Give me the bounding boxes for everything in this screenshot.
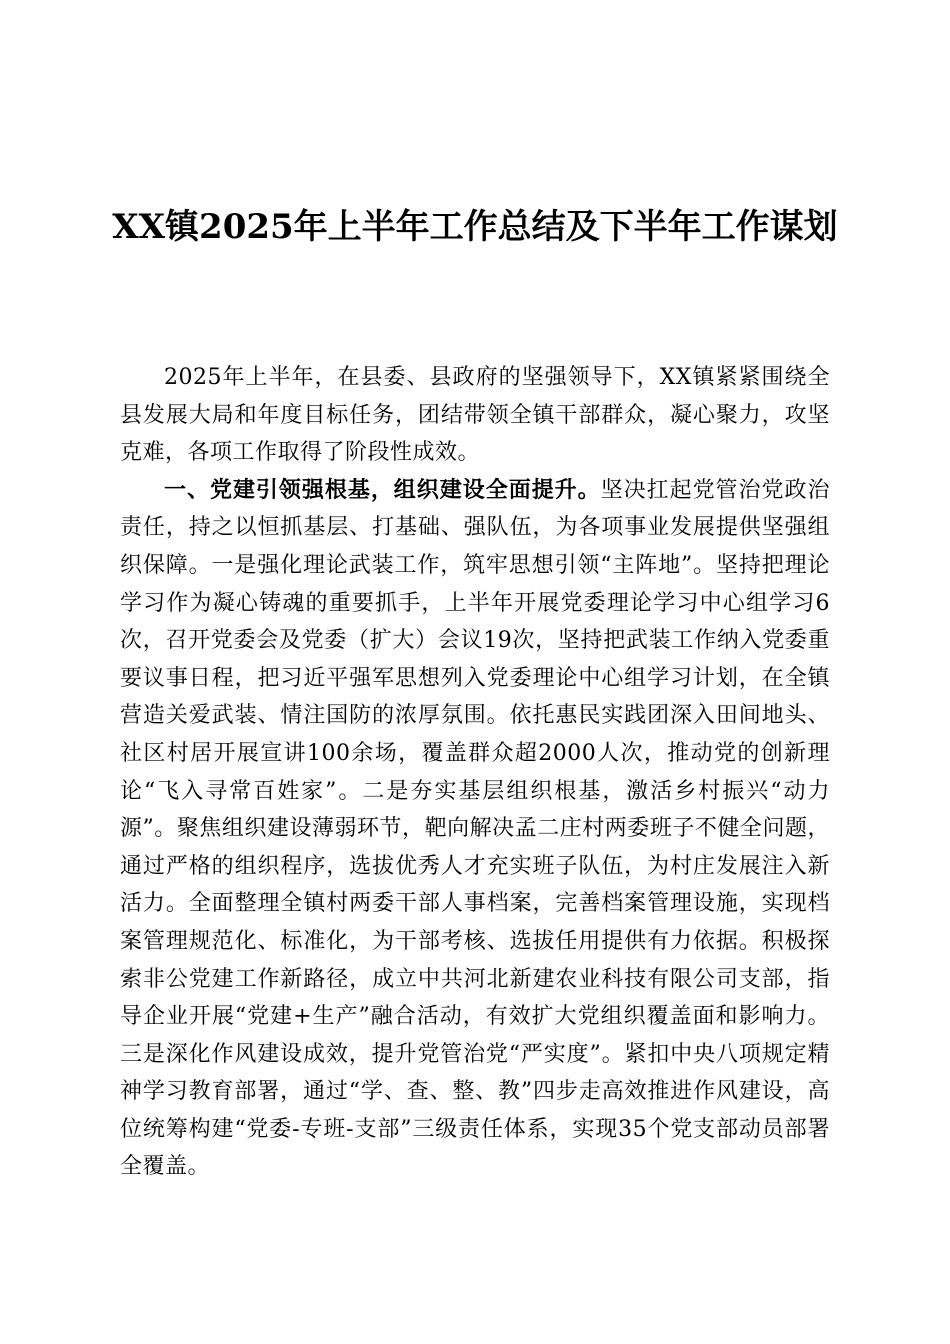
section-1-heading: 一、党建引领强根基，组织建设全面提升。 (164, 477, 601, 503)
document-body (120, 359, 830, 1186)
section-1-paragraph (120, 472, 830, 1186)
intro-text: 2025年上半年，在县委、县政府的坚强领导下，XX镇紧紧围绕全县发展大局和年度目标任务，团结带领全镇干部群众，凝心聚力，攻坚克难，各项工作取得了阶段性成效。 (120, 365, 830, 466)
intro-paragraph (120, 359, 830, 472)
document-title: XX镇2025年上半年工作总结及下半年工作谋划 (112, 207, 838, 247)
section-1-text: 坚决扛起党管治党政治责任，持之以恒抓基层、打基础、强队伍，为各项事业发展提供坚强组织保障。一是强化理论武装工作，筑牢思想引领“主阵地”。坚持把理论学习作为凝心铸魂的重要抓手，上半年开展党委理论学习中心组学习6次，召开党委会及党委（扩大）会议19次，坚持把武装工作纳入党委重要议事日程，把习近平强军思想列入党委理论中心组学习计划，在全镇营造关爱武装、情注国防的浓厚氛围。依托惠民实践团深入田间地头、社区村居开展宣讲100余场，覆盖群众超2000人次，推动党的创新理论“飞入寻常百姓家”。二是夯实基层组织根基，激活乡村振兴“动力源”。聚焦组织建设薄弱环节，靶向解决孟二庄村两委班子不健全问题，通过严格的组织程序，选拔优秀人才充实班子队伍，为村庄发展注入新活力。全面整理全镇村两委干部人事档案，完善档案管理设施，实现档案管理规范化、标准化，为干部考核、选拔任用提供有力依据。积极探索非公党建工作新路径，成立中共河北新建农业科技有限公司支部，指导企业开展“党建+生产”融合活动，有效扩大党组织覆盖面和影响力。三是深化作风建设成效，提升党管治党“严实度”。紧扣中央八项规定精神学习教育部署，通过“学、查、整、教”四步走高效推进作风建设，高位统筹构建“党委-专班-支部”三级责任体系，实现35个党支部动员部署全覆盖。 (120, 477, 830, 1180)
